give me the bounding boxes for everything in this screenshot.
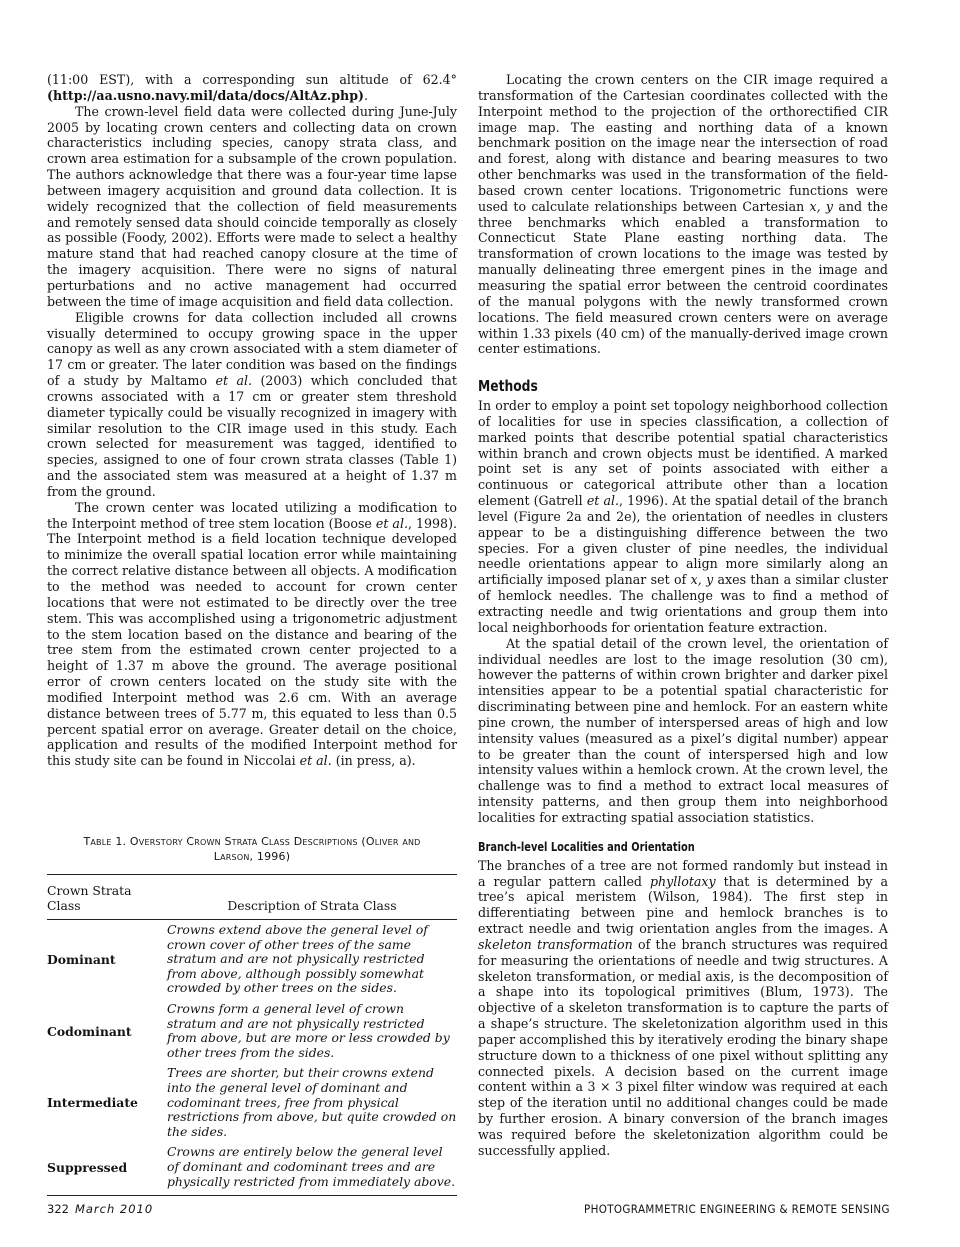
cir-abbrev: CIR (743, 72, 768, 87)
text-run: and the three benchmarks which enabled a transformation to Connecticut State Plane easting northing data. The transformation of crown locations to the image was tested by manually delineating three emergent pines in the image and measuring the spatial error between the centroid coordinates of the manual polygons with the newly transformed crown locations. The field measured crown centers were on average within 1.33 pixels (40 cm) of the manually-derived image crown center estimations. (478, 198, 888, 357)
text-run: (2003) which concluded that crowns associated with a 17 cm or greater stem threshold diameter typically could be visually recognized in imagery with similar resolution to the (47, 373, 457, 436)
header-description: Description of Strata Class (167, 875, 457, 920)
table-row (47, 1063, 457, 1142)
est-abbrev: EST (99, 72, 126, 87)
table-caption-line-1: Table 1. Overstory Crown Strata Class Descriptions (Oliver and (83, 835, 421, 848)
description-cell: Trees are shorter, but their crowns extend into the general level of dominant and codominant trees, free from physical restrictions from above, but quite crowded on the sides. (167, 1065, 457, 1139)
branch-level-heading: Branch-level Localities and Orientation (478, 839, 695, 854)
table-row (47, 999, 457, 1063)
methods-paragraph-1 (478, 398, 888, 636)
journal-name: PHOTOGRAMMETRIC ENGINEERING & REMOTE SENSING (584, 1202, 890, 1216)
text-run: (in press, a). (331, 753, 416, 769)
class-cell: Dominant (47, 951, 116, 967)
branch-paragraph-1 (478, 858, 888, 1159)
left-paragraph-2: The crown-level field data were collected during June-July 2005 by locating crown centers and collecting data on crown characteristics including species, canopy strata class, and crown area estimation for a subsample of the crown population. The authors acknowledge that there was a four-year time lapse between imagery acquisition and ground data collection. It is widely recognized that the collection of field measurements and remotely sensed data should coincide temporally as closely as possible (Foody, 2002). Efforts were made to select a healthy mature stand that had reached canopy closure at the time of the imagery acquisition. There were no signs of natural perturbations and no active management had occurred between the time of image acquisition and field data collection. (47, 103, 457, 309)
et-al: et al. (299, 753, 332, 769)
left-paragraph-3 (47, 310, 457, 500)
issue-date: March 2010 (74, 1202, 154, 1216)
left-paragraph-4 (47, 500, 457, 769)
text-run: of the branch structures was required for measuring the orientations of needle and twig structures. A skeleton transformation, or medial axis, is the decomposition of a shape into its topological primitives (Blum, 1973). The objective of a skeleton transformation is to capture the parts of a shape’s structure. The skeletonization algorithm used in this paper accomplished this by iteratively eroding the binary shape structure down to a thickness of one pixel without splitting any connected pixels. A decision based on the current image content within a 3 × 3 pixel filter window was required at each step of the iteration until no additional changes could be made by further erosion. A binary conversion of the branch images was required before the skeletonization algorithm could be successfully applied. (478, 936, 888, 1158)
table-header-row (47, 875, 457, 920)
class-cell: Suppressed (47, 1142, 167, 1195)
right-column (478, 72, 888, 1159)
left-paragraph-1 (47, 72, 457, 104)
table-row (47, 1142, 457, 1195)
table-caption-line-2: Larson, 1996) (213, 850, 291, 863)
xy-variables: x, y (809, 198, 834, 214)
table-caption (47, 834, 457, 864)
header-class-line-2: Class (47, 898, 81, 913)
strata-table (47, 874, 457, 1196)
left-column (47, 72, 457, 769)
methods-paragraph-2: At the spatial detail of the crown level, the orientation of individual needles are lost to the image resolution (30 cm), however the patterns of within crown brighter and darker pixel intensities appear to be a potential spatial characteristic for discriminating between pine and hemlock. For an eastern white pine crown, the number of interspersed areas of high and low intensity values (measured as a pixel’s digital number) appear to be greater than the count of interspersed high and low intensity values within a hemlock crown. At the crown level, the challenge was to find a method to extract local measures of intensity patterns, and then group them into neighborhood localities for extracting spatial association statistics. (478, 635, 888, 825)
page-number: 322 (47, 1202, 69, 1216)
cir-abbrev: CIR (216, 420, 241, 436)
description-cell: Crowns form a general level of crown stratum and are not physically restricted from above, but are more or less crowded by other trees from the sides. (167, 1000, 450, 1060)
page-footer-left (47, 1202, 153, 1216)
skeleton-term: skeleton transformation (478, 936, 633, 952)
class-cell: Codominant (47, 1023, 132, 1039)
et-al: et al. (215, 373, 252, 389)
text-run: (11:00 (47, 72, 100, 87)
text-run: The crown center was located utilizing a modification to the Interpoint method of tree stem location (Boose (47, 499, 457, 531)
text-run: , 1996). At the spatial detail of the branch level (Figure 2a and 2e), the orientation of needles in clusters appear to be a distinguishing difference between the two species. For a given cluster of pine needles, the individual needle orientations appear to align more similarly along an artificially imposed planar set of (478, 493, 888, 588)
text-run: In order to employ a point set topology neighborhood collection of localities for use in species classification, a collection of marked points that describe potential spatial characteristics within branch and crown objects must be identified. A marked point set is any set of points associated with either a continuous or categorical attribute other than a location element (Gatrell (478, 398, 888, 509)
text-run: axes than a similar cluster of hemlock needles. The challenge was to find a method of extracting needle and twig orientations and group them into local neighborhoods for orientation feature extraction. (478, 572, 888, 635)
text-run: The branches of a tree are not formed randomly but instead in a regular pattern called (478, 857, 888, 889)
methods-heading: Methods (478, 377, 538, 396)
text-run: Eligible crowns for data collection included all crowns visually determined to occupy growing space in the upper canopy as well as any crown associated with a stem diameter of 17 cm or greater. The later condition was based on the findings of a study by Maltamo (47, 309, 457, 389)
cir-abbrev: CIR (863, 103, 888, 119)
right-paragraph-1 (478, 72, 888, 357)
text-run: image map. The easting and northing data of a known benchmark position on the image near the intersection of road and forest, along with distance and bearing measures to two other benchmarks was used in the transformation of the field-based crown center locations. Trigonometric functions were used to calculate relationships between Cartesian (478, 119, 888, 214)
header-class (47, 875, 167, 920)
class-cell: Intermediate (47, 1095, 138, 1111)
text-run: image used in this study. Each crown selected for measurement was tagged, identified to species, assigned to one of four crown strata classes (Table 1) and the associated stem was measured at a height of 1.37 m from the ground. (47, 420, 457, 499)
description-cell: Crowns extend above the general level of crown cover of other trees of the same stratum and are not physically restricted from above, although possibly somewhat crowded by other trees on the sides. (167, 922, 428, 996)
table-row (47, 920, 457, 999)
phyllotaxy-term: phyllotaxy (649, 873, 716, 889)
text-run: image required a transformation of the Cartesian coordinates collected with the Interpoint method to the projection of the orthorectified (478, 72, 888, 119)
text-run: that is determined by a tree’s apical meristem (Wilson, 1984). The first step in differentiating between pine and hemlock branches is to extract needle and twig orientation angles from the images. A (478, 873, 888, 937)
xy-variables: x, y (690, 572, 714, 588)
text-run: , 1998). The Interpoint method is a field location technique developed to minimize the overall spatial location error while maintaining the correct relative distance between all objects. A modification to the method was needed to account for crown center locations that were not estimated to be directly over the tree stem. This was accomplished using a trigonometric adjustment to the stem location based on the distance and bearing of the tree stem from the estimated crown center projected to a height of 1.37 m above the ground. The average positional error of crown centers located on the study site with the modified Interpoint method was 2.6 cm. With an average distance between trees of 5.77 m, this equated to less than 0.5 percent spatial error on average. Greater detail on the choice, application and results of the modified Interpoint method for this study site can be found in Niccolai (47, 515, 457, 769)
text-run: ), with a corresponding sun altitude of 62.4° (125, 72, 457, 87)
text-run: Locating the crown centers on the (506, 72, 744, 87)
et-al: et al. (586, 493, 619, 509)
usno-url: (http://aa.usno.navy.mil/data/docs/AltAz.php) (47, 87, 364, 103)
et-al: et al. (375, 515, 408, 531)
table-1 (47, 834, 457, 1196)
text-run: . (363, 87, 368, 103)
description-cell: Crowns are entirely below the general level of dominant and codominant trees and are physically restricted from immediately above. (167, 1142, 457, 1195)
header-class-line-1: Crown Strata (47, 883, 132, 898)
